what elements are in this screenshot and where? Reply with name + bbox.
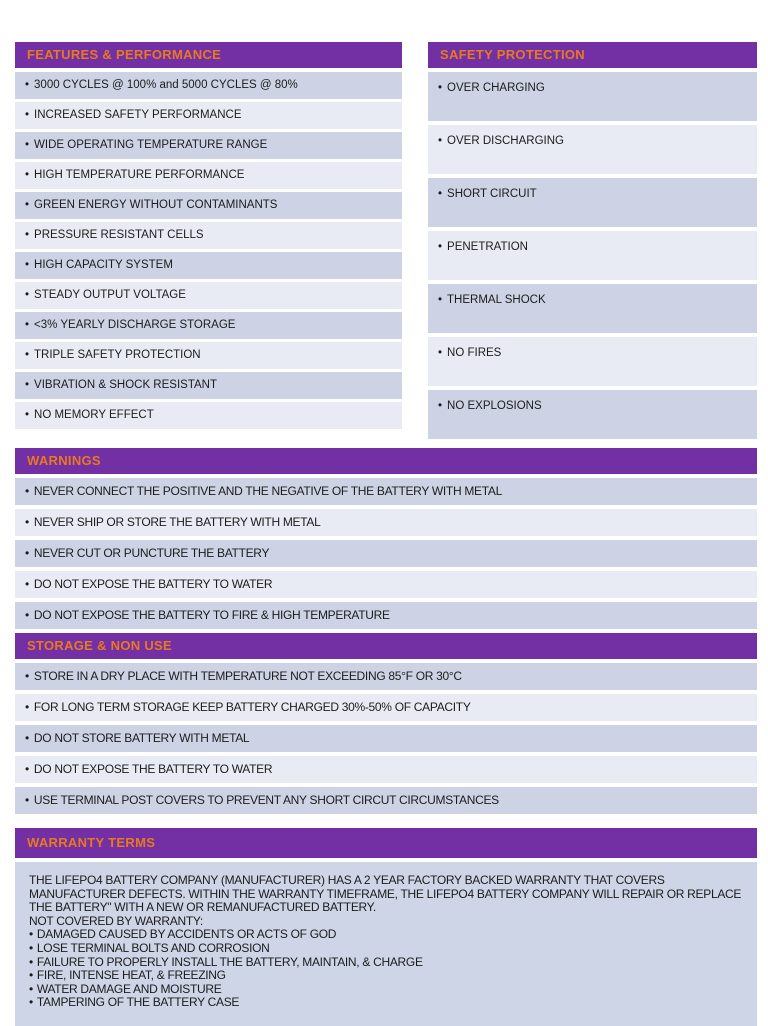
list-item: • GREEN ENERGY WITHOUT CONTAMINANTS [15, 192, 402, 219]
warranty-exclusion-item: • FAILURE TO PROPERLY INSTALL THE BATTERY, MAINTAIN, & CHARGE [29, 956, 745, 970]
list-item: • OVER DISCHARGING [428, 125, 757, 174]
list-item: • USE TERMINAL POST COVERS TO PREVENT ANY SHORT CIRCUT CIRCUMSTANCES [15, 787, 757, 814]
list-item: • WIDE OPERATING TEMPERATURE RANGE [15, 132, 402, 159]
section-safety [428, 42, 757, 443]
section-storage [15, 633, 757, 814]
list-item: • HIGH CAPACITY SYSTEM [15, 252, 402, 279]
features-list [15, 72, 402, 429]
section-features [15, 42, 402, 443]
list-item: • 3000 CYCLES @ 100% and 5000 CYCLES @ 80% [15, 72, 402, 99]
list-item: • PENETRATION [428, 231, 757, 280]
list-item: • FOR LONG TERM STORAGE KEEP BATTERY CHARGED 30%-50% OF CAPACITY [15, 694, 757, 721]
list-item: • STEADY OUTPUT VOLTAGE [15, 282, 402, 309]
features-header: FEATURES & PERFORMANCE [15, 42, 402, 68]
list-item: • PRESSURE RESISTANT CELLS [15, 222, 402, 249]
warranty-header: WARRANTY TERMS [15, 828, 757, 858]
warranty-line: THE LIFEPO4 BATTERY COMPANY (MANUFACTURER) HAS A 2 YEAR FACTORY BACKED WARRANTY THAT COVERS [29, 873, 665, 887]
storage-header: STORAGE & NON USE [15, 633, 757, 659]
list-item: • TRIPLE SAFETY PROTECTION [15, 342, 402, 369]
warranty-not-covered-label: NOT COVERED BY WARRANTY: [29, 913, 203, 928]
warranty-line: THE BATTERY" WITH A NEW OR REMANUFACTURED BATTERY. [29, 900, 376, 915]
list-item: • OVER CHARGING [428, 72, 757, 121]
list-item: • NEVER CUT OR PUNCTURE THE BATTERY [15, 540, 757, 567]
list-item: • NEVER CONNECT THE POSITIVE AND THE NEGATIVE OF THE BATTERY WITH METAL [15, 478, 757, 505]
list-item: • DO NOT EXPOSE THE BATTERY TO WATER [15, 571, 757, 598]
top-columns [15, 42, 757, 445]
warranty-exclusion-item: • LOSE TERMINAL BOLTS AND CORROSION [29, 942, 745, 956]
safety-header: SAFETY PROTECTION [428, 42, 757, 68]
list-item: • INCREASED SAFETY PERFORMANCE [15, 102, 402, 129]
warranty-exclusion-item: • FIRE, INTENSE HEAT, & FREEZING [29, 969, 745, 983]
list-item: • <3% YEARLY DISCHARGE STORAGE [15, 312, 402, 339]
warranty-text-panel [15, 862, 757, 1026]
section-warranty [15, 828, 757, 1026]
list-item: • STORE IN A DRY PLACE WITH TEMPERATURE NOT EXCEEDING 85°F OR 30°C [15, 663, 757, 690]
warranty-line: MANUFACTURER DEFECTS. WITHIN THE WARRANTY TIMEFRAME, THE LIFEPO4 BATTERY COMPANY WILL REPAIR OR REPLACE [29, 886, 742, 901]
list-item: • THERMAL SHOCK [428, 284, 757, 333]
list-item: • NEVER SHIP OR STORE THE BATTERY WITH METAL [15, 509, 757, 536]
safety-list [428, 72, 757, 439]
list-item: • DO NOT EXPOSE THE BATTERY TO FIRE & HIGH TEMPERATURE [15, 602, 757, 629]
list-item: • NO MEMORY EFFECT [15, 402, 402, 429]
storage-list [15, 663, 757, 814]
warranty-exclusion-item: • TAMPERING OF THE BATTERY CASE [29, 996, 745, 1010]
list-item: • DO NOT EXPOSE THE BATTERY TO WATER [15, 756, 757, 783]
warranty-exclusion-item: • WATER DAMAGE AND MOISTURE [29, 983, 745, 997]
list-item: • HIGH TEMPERATURE PERFORMANCE [15, 162, 402, 189]
list-item: • NO FIRES [428, 337, 757, 386]
list-item: • DO NOT STORE BATTERY WITH METAL [15, 725, 757, 752]
warnings-header: WARNINGS [15, 448, 757, 474]
section-warnings [15, 448, 757, 629]
warnings-list [15, 478, 757, 629]
list-item: • VIBRATION & SHOCK RESISTANT [15, 372, 402, 399]
warranty-exclusion-item: • DAMAGED CAUSED BY ACCIDENTS OR ACTS OF GOD [29, 928, 745, 942]
list-item: • NO EXPLOSIONS [428, 390, 757, 439]
list-item: • SHORT CIRCUIT [428, 178, 757, 227]
